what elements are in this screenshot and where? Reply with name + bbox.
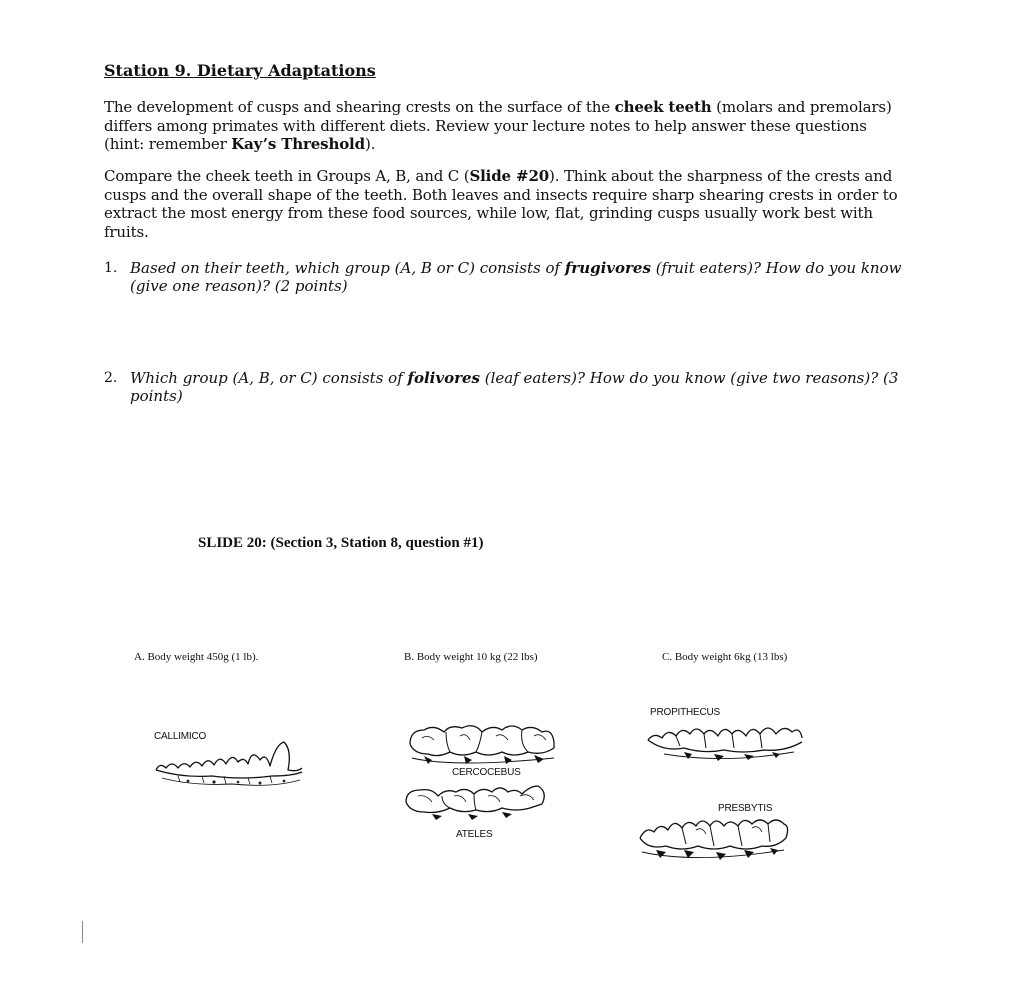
intro-text: Compare the cheek teeth in Groups A, B, and C ( xyxy=(104,167,470,185)
intro-bold-term: cheek teeth xyxy=(614,98,712,116)
station-title: Station 9. Dietary Adaptations xyxy=(104,61,376,80)
group-b-caption: B. Body weight 10 kg (22 lbs) xyxy=(404,651,538,663)
callimico-label: CALLIMICO xyxy=(154,731,207,742)
question-text xyxy=(104,369,904,405)
question-text-part: Based on their teeth, which group (A, B or C) consists of xyxy=(130,259,565,277)
intro-bold-term: Kay’s Threshold xyxy=(231,135,365,153)
ateles-teeth-drawing xyxy=(402,778,552,826)
group-c-caption: C. Body weight 6kg (13 lbs) xyxy=(662,651,788,663)
propithecus-label: PROPITHECUS xyxy=(650,707,721,718)
question-2 xyxy=(104,369,904,405)
propithecus-teeth-drawing xyxy=(644,718,809,768)
intro-text: ). Think about the sharpness of the crests and cusps and the overall shape of the teeth. Both leaves and insects require sharp shearing crests in order to extract the most energy from these food sources, while low, flat, grinding cusps usually work best with fruits. xyxy=(104,167,898,241)
callimico-teeth-drawing xyxy=(152,738,312,793)
question-bold-term: folivores xyxy=(407,369,480,387)
question-number: 2. xyxy=(104,370,118,386)
question-1 xyxy=(104,259,904,295)
intro-paragraph-1 xyxy=(104,98,904,154)
question-number: 1. xyxy=(104,260,118,276)
question-text-part: Which group (A, B, or C) consists of xyxy=(130,369,408,387)
slide-title: SLIDE 20: (Section 3, Station 8, question #1) xyxy=(198,535,484,551)
question-text-part: (fruit eaters)? How do you know (give one reason)? (2 points) xyxy=(130,259,902,295)
ateles-label: ATELES xyxy=(456,829,493,840)
intro-paragraph-2 xyxy=(104,167,904,241)
intro-text: The development of cusps and shearing crests on the surface of the xyxy=(104,98,615,116)
intro-text: ). xyxy=(364,135,376,153)
cercocebus-label: CERCOCEBUS xyxy=(452,767,521,778)
group-a-caption: A. Body weight 450g (1 lb). xyxy=(134,651,259,663)
question-bold-term: frugivores xyxy=(564,259,651,277)
cercocebus-teeth-drawing xyxy=(404,718,564,770)
intro-text: (molars and premolars) differs among primates with different diets. Review your lecture notes to help answer these questions (hint: remember xyxy=(104,98,892,153)
question-text xyxy=(104,259,904,295)
text-cursor xyxy=(82,921,83,943)
presbytis-label: PRESBYTIS xyxy=(718,803,773,814)
question-text-part: (leaf eaters)? How do you know (give two reasons)? (3 points) xyxy=(130,369,899,405)
presbytis-teeth-drawing xyxy=(636,812,796,868)
intro-bold-term: Slide #20 xyxy=(469,167,550,185)
